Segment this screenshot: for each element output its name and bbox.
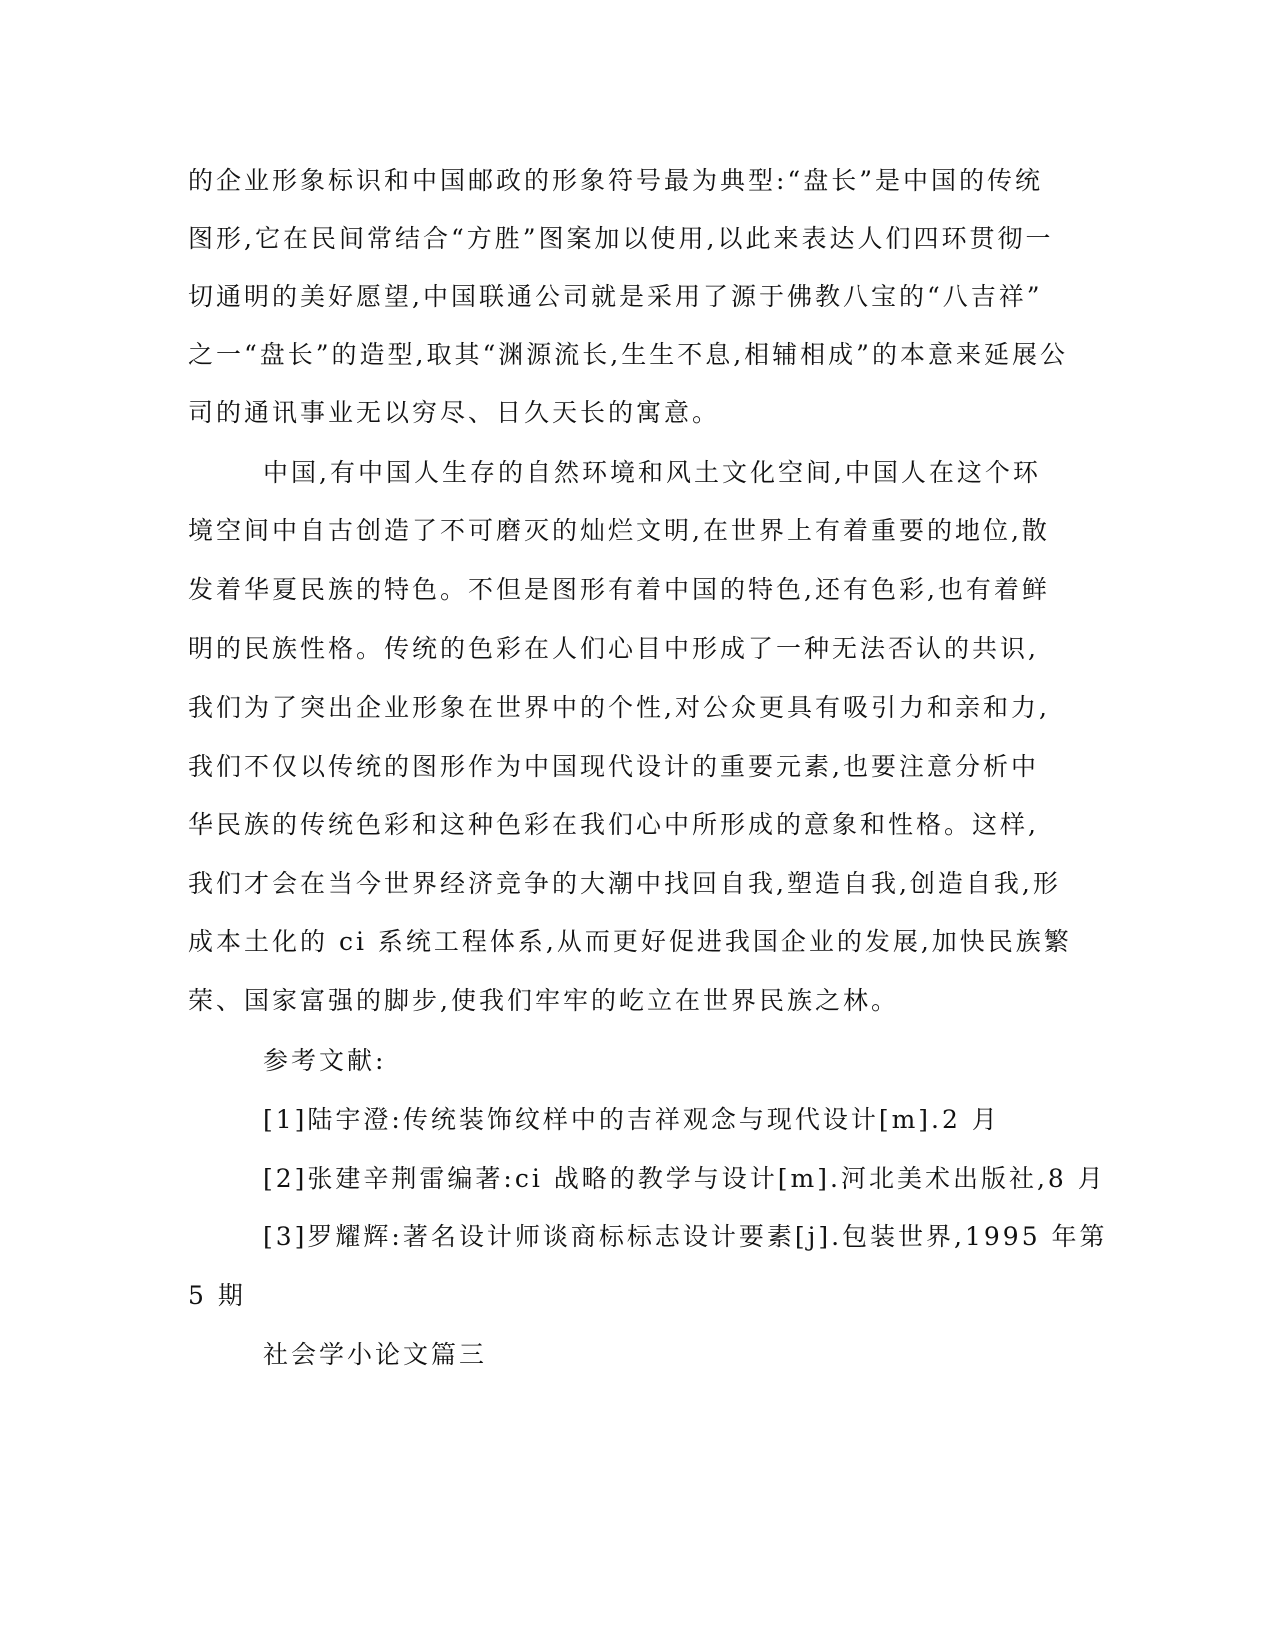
- reference-item-1: [1]陆宇澄:传统装饰纹样中的吉祥观念与现代设计[m].2 月: [263, 1105, 1000, 1134]
- paragraph-2-line-2: 境空间中自古创造了不可磨灭的灿烂文明,在世界上有着重要的地位,散: [188, 516, 1050, 545]
- paragraph-2-line-10: 荣、国家富强的脚步,使我们牢牢的屹立在世界民族之林。: [188, 986, 899, 1015]
- reference-item-3: [3]罗耀辉:著名设计师谈商标标志设计要素[j].包装世界,1995 年第: [263, 1222, 1108, 1251]
- paragraph-2-line-7: 华民族的传统色彩和这种色彩在我们心中所形成的意象和性格。这样,: [188, 810, 1039, 839]
- paragraph-2-line-1: 中国,有中国人生存的自然环境和风土文化空间,中国人在这个环: [263, 458, 1041, 487]
- paragraph-2-line-6: 我们不仅以传统的图形作为中国现代设计的重要元素,也要注意分析中: [188, 752, 1039, 781]
- paragraph-2-line-9: 成本土化的 ci 系统工程体系,从而更好促进我国企业的发展,加快民族繁: [188, 927, 1072, 956]
- paragraph-1-line-5: 司的通讯事业无以穷尽、日久天长的寓意。: [188, 398, 721, 427]
- reference-item-2: [2]张建辛荆雷编著:ci 战略的教学与设计[m].河北美术出版社,8 月: [263, 1164, 1106, 1193]
- references-heading: 参考文献:: [263, 1046, 387, 1075]
- paragraph-1-line-4: 之一“盘长”的造型,取其“渊源流长,生生不息,相辅相成”的本意来延展公: [188, 340, 1068, 369]
- paragraph-1-line-2: 图形,它在民间常结合“方胜”图案加以使用,以此来表达人们四环贯彻一: [188, 224, 1054, 253]
- paragraph-2-line-8: 我们才会在当今世界经济竞争的大潮中找回自我,塑造自我,创造自我,形: [188, 869, 1061, 898]
- paragraph-2-line-4: 明的民族性格。传统的色彩在人们心目中形成了一种无法否认的共识,: [188, 634, 1039, 663]
- paragraph-2-line-3: 发着华夏民族的特色。不但是图形有着中国的特色,还有色彩,也有着鲜: [188, 575, 1050, 604]
- reference-item-3-continuation: 5 期: [188, 1281, 246, 1310]
- paragraph-2-line-5: 我们为了突出企业形象在世界中的个性,对公众更具有吸引力和亲和力,: [188, 693, 1050, 722]
- paragraph-1-line-3: 切通明的美好愿望,中国联通公司就是采用了源于佛教八宝的“八吉祥”: [188, 282, 1043, 311]
- section-title: 社会学小论文篇三: [263, 1340, 488, 1369]
- paragraph-1-line-1: 的企业形象标识和中国邮政的形象符号最为典型:“盘长”是中国的传统: [188, 166, 1043, 195]
